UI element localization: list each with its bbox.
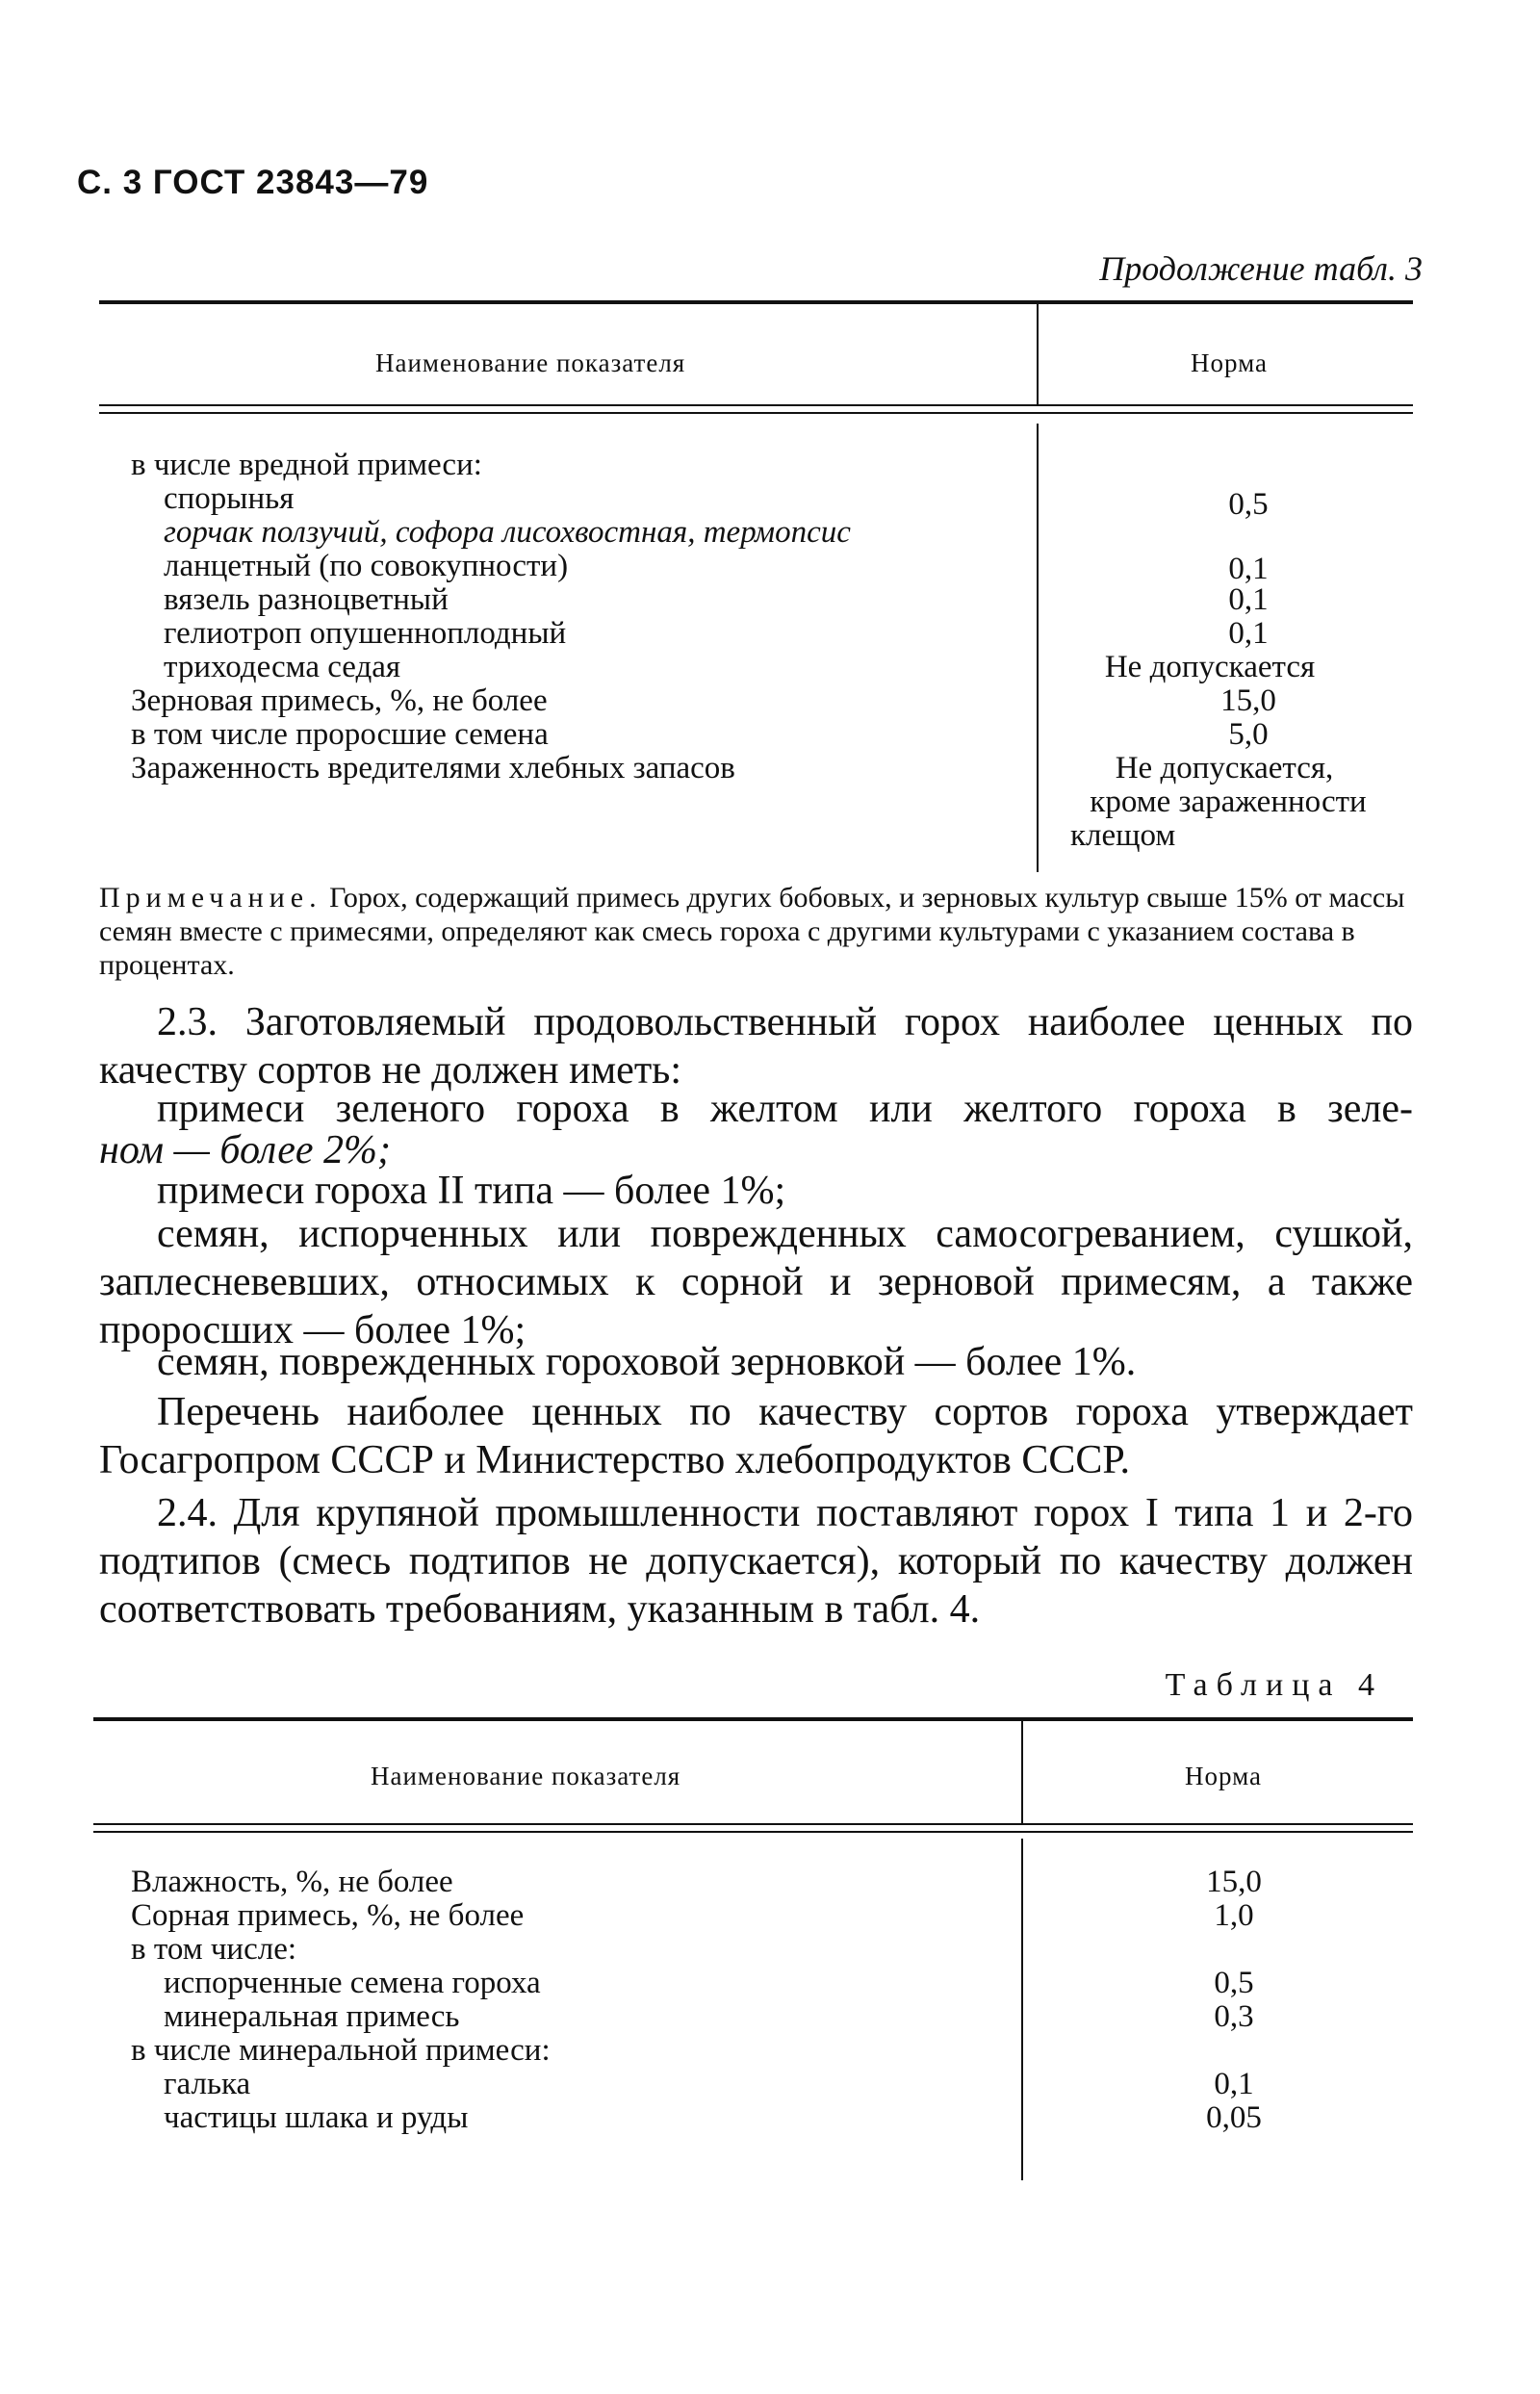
table3-row-label: Зерновая примесь, %, не более xyxy=(131,683,548,718)
table4-row-label: Сорная примесь, %, не более xyxy=(131,1898,525,1933)
table4-row-label: испорченные семена гороха xyxy=(164,1966,541,2000)
table3-row-value: кроме зараженности xyxy=(1090,785,1367,819)
table3-head-rule-2 xyxy=(99,412,1413,414)
table4-row-label: частицы шлака и руды xyxy=(164,2100,469,2135)
table3-row-label: ланцетный (по совокупности) xyxy=(164,549,569,583)
table4-row-label: минеральная примесь xyxy=(164,1999,460,2034)
table3-row-value: 0,1 xyxy=(1228,582,1269,617)
table4-head-rule-1 xyxy=(93,1823,1413,1825)
table3-row-value: Не допускается xyxy=(1104,650,1316,684)
table3-column-divider-head xyxy=(1037,300,1039,404)
note-text: Горох, содержащий примесь других бобовых, и зерновых культур свыше 15% от массы семян вместе с примесями, определяют как смесь гороха с другими культурами с указанием состава в процентах. xyxy=(99,882,1405,981)
table4-row-value: 0,5 xyxy=(1214,1966,1254,2000)
table4-column-divider-head xyxy=(1021,1717,1023,1823)
table3-row-value: 0,1 xyxy=(1228,616,1269,651)
page-header: С. 3 ГОСТ 23843—79 xyxy=(77,164,429,201)
table4-row-value: 15,0 xyxy=(1206,1865,1262,1899)
table3-top-rule xyxy=(99,300,1413,304)
table3-head-rule-1 xyxy=(99,404,1413,406)
table4-row-value: 0,1 xyxy=(1214,2067,1254,2101)
table4-row-value: 1,0 xyxy=(1214,1898,1254,1933)
table4-row-value: 0,05 xyxy=(1206,2100,1262,2135)
table4-row-label: в том числе: xyxy=(131,1932,297,1967)
table3-note xyxy=(99,881,1413,982)
section-2-3-item-1a: примеси зеленого гороха в желтом или желтого гороха в зеле- xyxy=(157,1087,1413,1131)
table4-head-rule-2 xyxy=(93,1831,1413,1833)
table4-col-norm: Норма xyxy=(1185,1762,1262,1790)
table3-column-divider-body xyxy=(1037,424,1039,872)
table3-row-label: в том числе проросшие семена xyxy=(131,717,549,752)
section-2-3-approval: Перечень наиболее ценных по качеству сортов гороха утверждает Госагропром СССР и Министерство хлебопродуктов СССР. xyxy=(99,1390,1413,1482)
table3-row-value: 0,5 xyxy=(1228,487,1269,522)
table3-row-label: горчак ползучий, софора лисохвостная, термопсис xyxy=(164,515,851,550)
table4-top-rule xyxy=(93,1717,1413,1721)
table4-row-label: Влажность, %, не более xyxy=(131,1865,453,1899)
section-2-4-text: 2.4. Для крупяной промышленности поставляют горох I типа 1 и 2-го подтипов (смесь подтипов не допускается), который по качеству должен соответствовать требованиям, указанным в табл. 4. xyxy=(99,1491,1413,1632)
table3-row-value: клещом xyxy=(1070,818,1176,853)
section-2-3-intro: 2.3. Заготовляемый продовольственный горох наиболее ценных по качеству сортов не должен иметь: xyxy=(99,1000,1413,1093)
table4-row-value: 0,3 xyxy=(1214,1999,1254,2034)
table3-row-label: триходесма седая xyxy=(164,650,401,684)
table4-caption: Таблица 4 xyxy=(1165,1667,1383,1703)
table4-column-divider-body xyxy=(1021,1839,1023,2180)
section-2-3-item-1b: ном — более 2%; xyxy=(99,1128,392,1172)
section-2-3-item-3: семян, испорченных или поврежденных самосогреванием, сушкой, заплесневевших, относимых к сорной и зерновой примесям, а также проросших — более 1%; xyxy=(99,1212,1413,1352)
table3-row-value: 0,1 xyxy=(1228,552,1269,586)
table4-row-label: галька xyxy=(164,2067,251,2101)
table3-col-norm: Норма xyxy=(1191,348,1268,377)
note-lead: Примечание. xyxy=(99,882,322,914)
table3-row-label: гелиотроп опушенноплодный xyxy=(164,616,567,651)
table3-row-label: в числе вредной примеси: xyxy=(131,448,482,482)
section-2-3-item-4: семян, поврежденных гороховой зерновкой — более 1%. xyxy=(157,1340,1137,1384)
section-2-3-item-2: примеси гороха II типа — более 1%; xyxy=(157,1169,786,1213)
table3-row-label: спорынья xyxy=(164,481,295,516)
table3-caption: Продолжение табл. 3 xyxy=(1099,249,1423,288)
table4-row-label: в числе минеральной примеси: xyxy=(131,2033,551,2068)
table3-row-value: 5,0 xyxy=(1228,717,1269,752)
table4-col-name: Наименование показателя xyxy=(371,1762,681,1790)
table3-row-label: Зараженность вредителями хлебных запасов xyxy=(131,751,735,785)
table3-row-label: вязель разноцветный xyxy=(164,582,449,617)
table3-col-name: Наименование показателя xyxy=(375,348,686,377)
table3-row-value: Не допускается, xyxy=(1115,751,1334,785)
table3-row-value: 15,0 xyxy=(1220,683,1276,718)
